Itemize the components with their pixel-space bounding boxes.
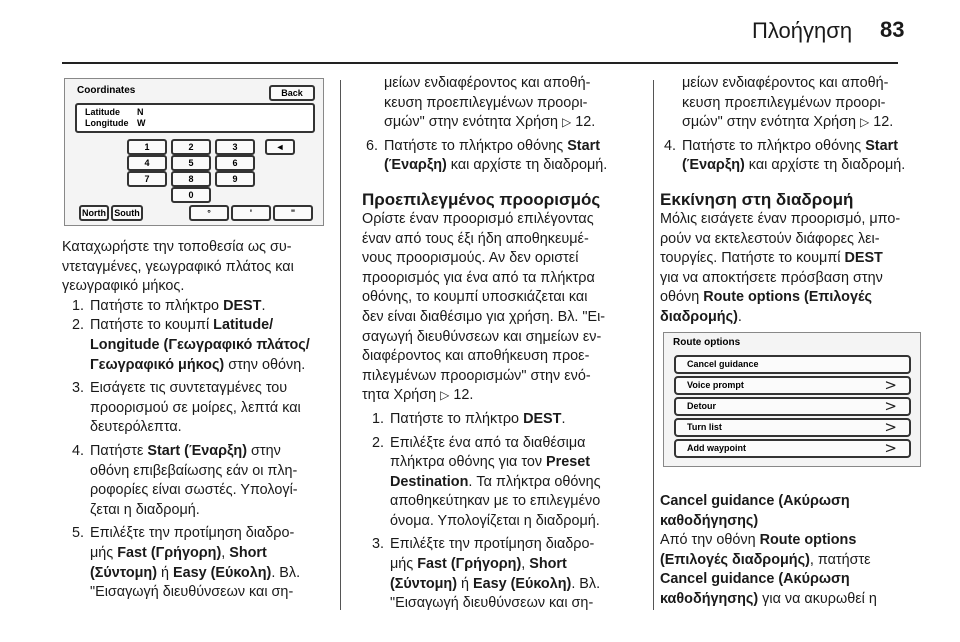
backspace-button[interactable]: ◄: [265, 139, 295, 155]
step-3: 3. Εισάγετε τις συντεταγμένες του προορισμού σε μοίρες, λεπτά και δευτερόλεπτα.: [71, 380, 301, 436]
latitude-value: N: [137, 107, 144, 117]
column-1-text: [62, 238, 330, 603]
south-button[interactable]: South: [111, 205, 143, 221]
key-6[interactable]: 6: [215, 155, 255, 171]
key-2[interactable]: 2: [171, 139, 211, 155]
key-8[interactable]: 8: [171, 171, 211, 187]
subheading: καθοδήγησης): [660, 512, 759, 529]
intro-line: Καταχωρήστε την τοποθεσία ως συ-: [62, 239, 292, 255]
route-options-screen: [663, 332, 921, 467]
header-divider: [62, 62, 898, 64]
section-heading: Προεπιλεγμένος προορισμός: [362, 189, 601, 209]
step-1: 1. Πατήστε το πλήκτρο DEST.: [371, 410, 566, 427]
chevron-right-icon: >: [884, 376, 897, 394]
chevron-right-icon: >: [884, 418, 897, 436]
page-reference-icon: ▷: [860, 115, 870, 130]
key-1[interactable]: 1: [127, 139, 167, 155]
lat-long-display[interactable]: [75, 103, 315, 133]
coordinates-screen: [64, 78, 324, 226]
column-3-text: μείων ενδιαφέροντος και αποθή- κευση προεπιλεγμένων προορι- σμών" στην ενότητα Χρήση ▷ 12. 4. Πατήστε το πλήκτρο οθόνης Start (Έναρξη) και αρχίστε τη διαδρομή. Εκκίνηση στη διαδρομή Μόλις εισάγετε έναν προορισμό, μπο- ρούν να εκτελεστούν διάφορες λει- τουργίες. Πατήστε το κουμπί DEST για να αποκτήσετε πρόσβαση στην οθόνη Route options (Επιλογές διαδρομής).: [660, 74, 950, 328]
column-2-text: μείων ενδιαφέροντος και αποθή- κευση προεπιλεγμένων προορι- σμών" στην ενότητα Χρήση ▷ 12. 6. Πατήστε το πλήκτρο οθόνης Start (Έναρξη) και αρχίστε τη διαδρομή. Προεπιλεγμένος προορισμός Ορίστε έναν προορισμό επιλέγοντας έναν από τους έξι ήδη αποθηκευμέ- νους προορισμούς. Αν δεν οριστεί προορισμός για ένα από τα πλήκτρα οθόνης, το κουμπί υποσκιάζεται και δεν είναι διαθέσιμο για χρήση. Βλ. "Ει- σαγωγή διευθύνσεων και σημείων εν- διαφέροντος και αποθήκευση προε- πιλεγμένων προορισμών" στην ενό- τητα Χρήση ▷ 12. 1. Πατήστε το πλήκτρο DEST. 2. Επιλέξτε ένα από τα διαθέσιμα πλήκτρα οθόνης για τον Preset Destination. Τα πλήκτρα οθόνης αποθηκεύτηκαν με το επιλεγμένο όνομα. Υπολογίζεται η διαδρομή. 3. Επιλέξτε την προτίμηση διαδρο- μής Fast (Γρήγορη), Short (Σύντομη) ή Easy (Εύκολη). Βλ. "Εισαγωγή διευθύνσεων και ση-: [362, 74, 642, 614]
step-6: 6. Πατήστε το πλήκτρο οθόνης Start (Έναρξη) και αρχίστε τη διαδρομή.: [365, 137, 608, 174]
page-number: 83: [880, 17, 905, 42]
page-reference-icon: ▷: [440, 388, 450, 403]
back-button[interactable]: Back: [269, 85, 315, 101]
longitude-label: Longitude: [85, 118, 129, 128]
step-3: 3. Επιλέξτε την προτίμηση διαδρο- μής Fast (Γρήγορη), Short (Σύντομη) ή Easy (Εύκολη). Βλ. "Εισαγωγή διευθύνσεων και ση-: [371, 536, 601, 612]
column-divider: [340, 80, 341, 610]
step-1: 1. Πατήστε το πλήκτρο DEST.: [71, 297, 266, 314]
page-header-title: Πλοήγηση: [752, 18, 853, 43]
voice-prompt-button[interactable]: Voice prompt >: [674, 376, 911, 395]
chevron-right-icon: >: [884, 397, 897, 415]
detour-button[interactable]: Detour >: [674, 397, 911, 416]
key-9[interactable]: 9: [215, 171, 255, 187]
intro-line: ντεταγμένες, γεωγραφικό πλάτος και: [62, 258, 294, 275]
key-4[interactable]: 4: [127, 155, 167, 171]
subheading: Cancel guidance (Ακύρωση: [660, 493, 850, 509]
column-divider: [653, 80, 654, 610]
add-waypoint-button[interactable]: Add waypoint >: [674, 439, 911, 458]
step-4: 4. Πατήστε Start (Έναρξη) στην οθόνη επιβεβαίωσης εάν οι πλη- ροφορίες είναι σωστές. Υπολογί- ζεται η διαδρομή.: [71, 442, 298, 518]
longitude-value: W: [137, 118, 146, 128]
page-reference-icon: ▷: [562, 115, 572, 130]
intro-line: γεωγραφικό μήκος.: [62, 278, 185, 295]
step-2: 2. Πατήστε το κουμπί Latitude/ Longitude (Γεωγραφικό πλάτος/ Γεωγραφικό μήκος) στην οθόνη.: [71, 317, 310, 373]
column-3-lower-text: Cancel guidance (Ακύρωση καθοδήγησης) Από την οθόνη Route options (Επιλογές διαδρομής), πατήστε Cancel guidance (Ακύρωση καθοδήγησης) για να ακυρωθεί η: [660, 492, 950, 610]
section-heading: Εκκίνηση στη διαδρομή: [660, 189, 854, 209]
key-5[interactable]: 5: [171, 155, 211, 171]
north-button[interactable]: North: [79, 205, 109, 221]
minute-button[interactable]: ': [231, 205, 271, 221]
second-button[interactable]: ": [273, 205, 313, 221]
route-options-title: Route options: [673, 337, 741, 348]
step-5: 5. Επιλέξτε την προτίμηση διαδρο- μής Fast (Γρήγορη), Short (Σύντομη) ή Easy (Εύκολη). Βλ. "Εισαγωγή διευθύνσεων και ση-: [71, 525, 301, 601]
chevron-right-icon: >: [884, 439, 897, 457]
key-0[interactable]: 0: [171, 187, 211, 203]
step-2: 2. Επιλέξτε ένα από τα διαθέσιμα πλήκτρα οθόνης για τον Preset Destination. Τα πλήκτρα οθόνης αποθηκεύτηκαν με το επιλεγμένο όνομα. Υπολογίζεται η διαδρομή.: [371, 434, 601, 529]
step-4: 4. Πατήστε το πλήκτρο οθόνης Start (Έναρξη) και αρχίστε τη διαδρομή.: [663, 137, 906, 174]
key-3[interactable]: 3: [215, 139, 255, 155]
coordinates-screen-title: Coordinates: [77, 85, 136, 96]
turn-list-button[interactable]: Turn list >: [674, 418, 911, 437]
degree-button[interactable]: °: [189, 205, 229, 221]
cancel-guidance-button[interactable]: Cancel guidance: [674, 355, 911, 374]
key-7[interactable]: 7: [127, 171, 167, 187]
latitude-label: Latitude: [85, 107, 120, 117]
